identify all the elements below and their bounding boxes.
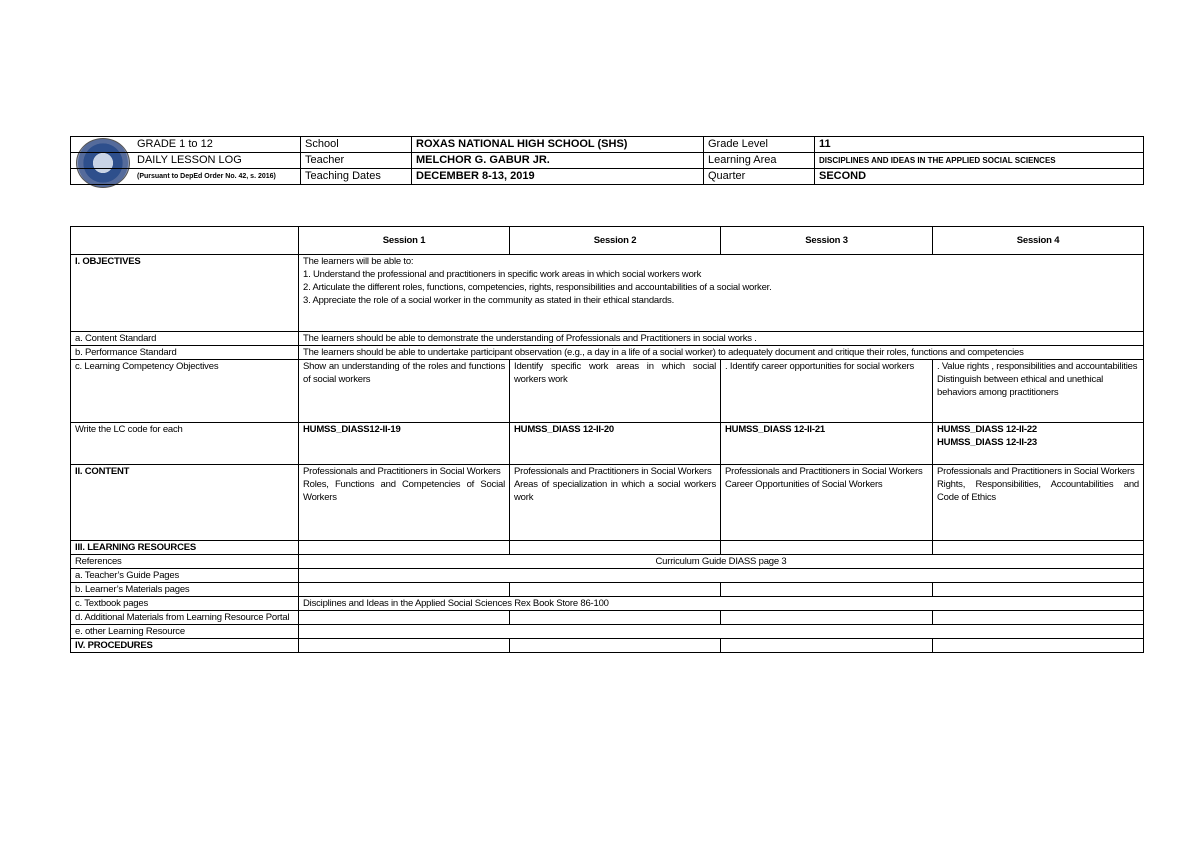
session-4-header: Session 4 [933,227,1144,255]
quarter-value: SECOND [815,169,1144,185]
textbook-value: Disciplines and Ideas in the Applied Social Sciences Rex Book Store 86-100 [299,597,1144,611]
grade-title: GRADE 1 to 12 [71,137,301,153]
header-table [70,136,1144,185]
content-line: Areas of specialization in which a social workers work [514,479,716,503]
additional-materials-label: d. Additional Materials from Learning Resource Portal [71,611,299,625]
deped-order-note: (Pursuant to DepEd Order No. 42, s. 2016) [71,169,301,185]
learning-area-label: Learning Area [704,153,815,169]
competency-label: c. Learning Competency Objectives [71,360,299,423]
textbook-label: c. Textbook pages [71,597,299,611]
lc-code-session-3: HUMSS_DIASS 12-II-21 [721,423,933,465]
content-line: Rights, Responsibilities, Accountabilities and Code of Ethics [937,479,1139,503]
competency-session-2: Identify specific work areas in which social workers work [510,360,721,423]
quarter-label: Quarter [704,169,815,185]
teaching-dates-value: DECEMBER 8-13, 2019 [412,169,704,185]
procedures-label: IV. PROCEDURES [71,639,299,653]
teaching-dates-label: Teaching Dates [301,169,412,185]
content-line: Professionals and Practitioners in Social Workers [937,466,1135,477]
objectives-line: The learners will be able to: [303,256,414,267]
content-line: Roles, Functions and Competencies of Social Workers [303,479,505,503]
school-value: ROXAS NATIONAL HIGH SCHOOL (SHS) [412,137,704,153]
content-standard-label: a. Content Standard [71,332,299,346]
lc-code-session-4 [933,423,1144,465]
content-session-4 [933,465,1144,541]
content-session-1 [299,465,510,541]
content-session-3 [721,465,933,541]
references-label: References [71,555,299,569]
learning-resources-label: III. LEARNING RESOURCES [71,541,299,555]
session-2-header: Session 2 [510,227,721,255]
dll-title: DAILY LESSON LOG [71,153,301,169]
session-1-header: Session 1 [299,227,510,255]
teacher-value: MELCHOR G. GABUR JR. [412,153,704,169]
objectives-line: 2. Articulate the different roles, functions, competencies, rights, responsibilities and accountabilities of a social worker. [303,282,772,293]
content-session-2 [510,465,721,541]
objectives-label: I. OBJECTIVES [71,255,299,332]
lc-code-session-2: HUMSS_DIASS 12-II-20 [510,423,721,465]
competency-session-3: . Identify career opportunities for social workers [721,360,933,423]
grade-level-value: 11 [815,137,1144,153]
content-line: Career Opportunities of Social Workers [725,479,883,490]
performance-standard-text: The learners should be able to undertake participant observation (e.g., a day in a life of a social worker) to adequately document and critique their roles, functions and competencies [299,346,1144,360]
objectives-line: 3. Appreciate the role of a social worker in the community as stated in their ethical standards. [303,295,675,306]
competency-session-1: Show an understanding of the roles and functions of social workers [299,360,510,423]
objectives-line: 1. Understand the professional and practitioners in specific work areas in which social workers work [303,269,702,280]
content-label: II. CONTENT [71,465,299,541]
learning-area-value: DISCIPLINES AND IDEAS IN THE APPLIED SOCIAL SCIENCES [815,153,1144,169]
lesson-log-table [70,226,1144,653]
school-label: School [301,137,412,153]
teacher-label: Teacher [301,153,412,169]
teachers-guide-label: a. Teacher’s Guide Pages [71,569,299,583]
corner-cell [71,227,299,255]
learners-materials-label: b. Learner’s Materials pages [71,583,299,597]
content-line: Professionals and Practitioners in Social Workers [725,466,923,477]
grade-level-label: Grade Level [704,137,815,153]
other-resource-label: e. other Learning Resource [71,625,299,639]
competency-line: Distinguish between ethical and unethical behaviors among practitioners [937,374,1104,398]
lc-code-line: HUMSS_DIASS 12-II-23 [937,437,1038,448]
content-line: Professionals and Practitioners in Social Workers [514,466,712,477]
content-standard-text: The learners should be able to demonstrate the understanding of Professionals and Practitioners in social works . [299,332,1144,346]
objectives-text [299,255,1144,332]
competency-session-4 [933,360,1144,423]
lc-code-line: HUMSS_DIASS 12-II-22 [937,424,1038,435]
competency-line: . Value rights , responsibilities and accountabilities [937,361,1138,372]
session-3-header: Session 3 [721,227,933,255]
content-line: Professionals and Practitioners in Social Workers [303,466,501,477]
references-value: Curriculum Guide DIASS page 3 [299,555,1144,569]
performance-standard-label: b. Performance Standard [71,346,299,360]
lc-code-session-1: HUMSS_DIASS12-II-19 [299,423,510,465]
lc-code-label: Write the LC code for each [71,423,299,465]
